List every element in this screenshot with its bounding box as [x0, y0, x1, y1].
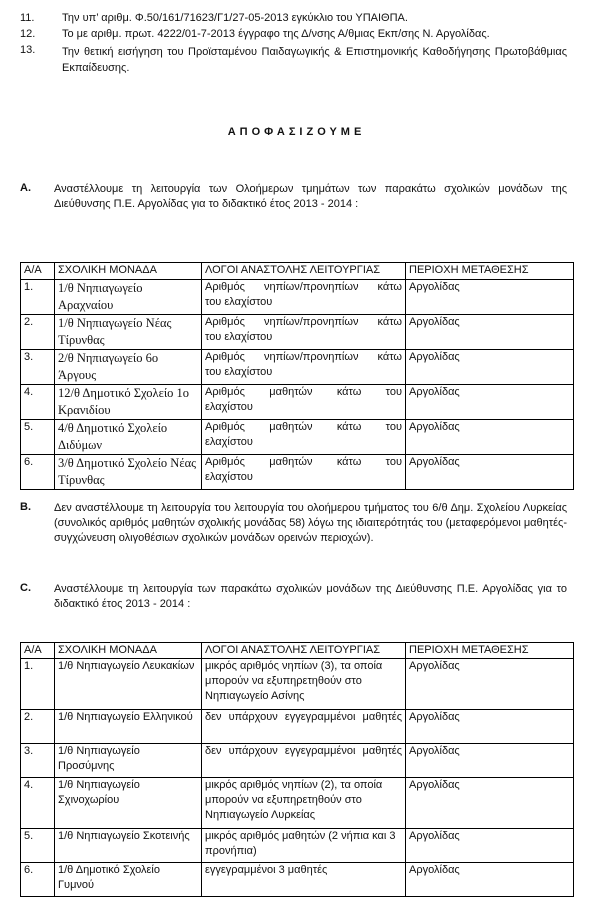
cell-reason — [202, 385, 406, 420]
cell-unit: 2/θ Νηπιαγωγείο 6ο Άργους — [55, 350, 202, 385]
cell-unit: 1/θ Νηπιαγωγείο Λευκακίων — [55, 659, 202, 710]
cell-aa: 2. — [21, 315, 55, 350]
cell-aa: 2. — [21, 710, 55, 744]
cell-reason: εγγεγραμμένοι 3 μαθητές — [202, 863, 406, 897]
section-c-text: Αναστέλλουμε τη λειτουργία των παρακάτω σχολικών μονάδων της Διεύθυνσης Π.Ε. Αργολίδας για το διδακτικό έτος 2013 - 2014 : — [54, 583, 567, 610]
cell-aa: 3. — [21, 744, 55, 778]
cell-reason — [202, 455, 406, 490]
cell-aa: 4. — [21, 385, 55, 420]
section-b-letter: B. — [20, 501, 31, 513]
cell-aa: 1. — [21, 659, 55, 710]
cell-reason — [202, 280, 406, 315]
cell-reason: δεν υπάρχουν εγγεγραμμένοι μαθητές — [202, 710, 406, 744]
reason-line-2: ελαχίστου — [205, 401, 253, 413]
cell-aa: 1. — [21, 280, 55, 315]
table-row — [21, 350, 574, 385]
section-a-text: Αναστέλλουμε τη λειτουργία των Ολοήμερων τμημάτων των παρακάτω σχολικών μονάδων της Διεύθυνσης Π.Ε. Αργολίδας για το διδακτικό έτος 2013 - 2014 : — [54, 183, 567, 210]
cell-reason — [202, 350, 406, 385]
reference-text: Το με αριθμ. πρωτ. 4222/01-7-2013 έγγραφο της Δ/νσης Α/θμιας Εκπ/σης Ν. Αργολίδας. — [62, 28, 490, 40]
cell-unit: 1/θ Νηπιαγωγείο Προσύμνης — [55, 744, 202, 778]
reason-line-2: ελαχίστου — [205, 436, 253, 448]
cell-unit: 1/θ Νηπιαγωγείο Νέας Τίρυνθας — [55, 315, 202, 350]
header-reason: ΛΟΓΟΙ ΑΝΑΣΤΟΛΗΣ ΛΕΙΤΟΥΡΓΙΑΣ — [202, 643, 406, 659]
cell-aa: 6. — [21, 455, 55, 490]
cell-area: Αργολίδας — [406, 744, 574, 778]
table-a — [20, 262, 574, 490]
cell-reason: μικρός αριθμός μαθητών (2 νήπια και 3 προνήπια) — [202, 829, 406, 863]
table-row — [21, 778, 574, 829]
cell-reason: μικρός αριθμός νηπίων (2), τα οποία μπορούν να εξυπηρετηθούν στο Νηπιαγωγείο Λυρκείας — [202, 778, 406, 829]
reference-number: 11. — [20, 12, 35, 24]
section-b-text: Δεν αναστέλλουμε τη λειτουργία του λειτουργία του ολοήμερου τμήματος του 6/θ Δημ. Σχολείου Λυρκείας (συνολικός αριθμός μαθητών σχολικής μονάδας 58) λόγω της ιδιαιτερότητάς του (μεταφερόμενοι μαθητές- συγχώνευση ολιγοθέσιων σχολικών μονάδων ορεινών περιοχών). — [54, 502, 567, 544]
header-area: ΠΕΡΙΟΧΗ ΜΕΤΑΘΕΣΗΣ — [406, 643, 574, 659]
reason-line-1: Αριθμός νηπίων/προνηπίων κάτω — [205, 316, 402, 328]
table-header-row — [21, 643, 574, 659]
cell-reason: δεν υπάρχουν εγγεγραμμένοι μαθητές — [202, 744, 406, 778]
cell-unit: 3/θ Δημοτικό Σχολείο Νέας Τίρυνθας — [55, 455, 202, 490]
header-unit: ΣΧΟΛΙΚΗ ΜΟΝΑΔΑ — [55, 643, 202, 659]
cell-area: Αργολίδας — [406, 778, 574, 829]
cell-unit: 1/θ Νηπιαγωγείο Σχινοχωρίου — [55, 778, 202, 829]
table-row — [21, 315, 574, 350]
table-row — [21, 280, 574, 315]
table-row — [21, 455, 574, 490]
table-row — [21, 829, 574, 863]
decision-heading: ΑΠΟΦΑΣΙΖΟΥΜΕ — [227, 126, 366, 138]
cell-unit: 1/θ Δημοτικό Σχολείο Γυμνού — [55, 863, 202, 897]
cell-unit: 12/θ Δημοτικό Σχολείο 1ο Κρανιδίου — [55, 385, 202, 420]
cell-area: Αργολίδας — [406, 385, 574, 420]
table-row — [21, 659, 574, 710]
reason-line-2: του ελαχίστου — [205, 296, 273, 308]
table-row — [21, 385, 574, 420]
cell-area: Αργολίδας — [406, 455, 574, 490]
reason-line-2: ελαχίστου — [205, 471, 253, 483]
cell-aa: 3. — [21, 350, 55, 385]
cell-reason — [202, 420, 406, 455]
table-row — [21, 744, 574, 778]
header-unit: ΣΧΟΛΙΚΗ ΜΟΝΑΔΑ — [55, 263, 202, 280]
cell-area: Αργολίδας — [406, 863, 574, 897]
table-row — [21, 863, 574, 897]
cell-unit: 4/θ Δημοτικό Σχολείο Διδύμων — [55, 420, 202, 455]
table-row — [21, 710, 574, 744]
reason-line-2: του ελαχίστου — [205, 331, 273, 343]
cell-reason: μικρός αριθμός νηπίων (3), τα οποία μπορούν να εξυπηρετηθούν στο Νηπιαγωγείο Ασίνης — [202, 659, 406, 710]
table-row — [21, 420, 574, 455]
reason-line-2: του ελαχίστου — [205, 366, 273, 378]
section-c-letter: C. — [20, 582, 31, 594]
cell-reason — [202, 315, 406, 350]
cell-area: Αργολίδας — [406, 315, 574, 350]
cell-area: Αργολίδας — [406, 280, 574, 315]
reason-line-1: Αριθμός νηπίων/προνηπίων κάτω — [205, 281, 402, 293]
reason-line-1: Αριθμός μαθητών κάτω του — [205, 456, 402, 468]
header-area: ΠΕΡΙΟΧΗ ΜΕΤΑΘΕΣΗΣ — [406, 263, 574, 280]
reason-line-1: Αριθμός μαθητών κάτω του — [205, 386, 402, 398]
cell-area: Αργολίδας — [406, 829, 574, 863]
reference-number: 13. — [20, 44, 36, 56]
reference-text: Την θετική εισήγηση του Προϊσταμένου Παιδαγωγικής & Επιστημονικής Καθοδήγησης Πρωτοβάθμιας Εκπαίδευσης. — [62, 46, 567, 74]
section-a-letter: A. — [20, 182, 31, 194]
header-aa: Α/Α — [21, 643, 55, 659]
cell-unit: 1/θ Νηπιαγωγείο Σκοτεινής — [55, 829, 202, 863]
cell-aa: 4. — [21, 778, 55, 829]
reason-line-1: Αριθμός νηπίων/προνηπίων κάτω — [205, 351, 402, 363]
table-header-row — [21, 263, 574, 280]
reason-line-1: Αριθμός μαθητών κάτω του — [205, 421, 402, 433]
cell-aa: 6. — [21, 863, 55, 897]
cell-unit: 1/θ Νηπιαγωγείο Αραχναίου — [55, 280, 202, 315]
cell-area: Αργολίδας — [406, 420, 574, 455]
cell-unit: 1/θ Νηπιαγωγείο Ελληνικού — [55, 710, 202, 744]
cell-area: Αργολίδας — [406, 710, 574, 744]
header-reason: ΛΟΓΟΙ ΑΝΑΣΤΟΛΗΣ ΛΕΙΤΟΥΡΓΙΑΣ — [202, 263, 406, 280]
cell-area: Αργολίδας — [406, 659, 574, 710]
reference-text: Την υπ’ αριθμ. Φ.50/161/71623/Γ1/27-05-2013 εγκύκλιο του ΥΠΑΙΘΠΑ. — [62, 12, 408, 24]
table-c — [20, 642, 574, 897]
reference-number: 12. — [20, 28, 36, 40]
cell-aa: 5. — [21, 420, 55, 455]
cell-aa: 5. — [21, 829, 55, 863]
header-aa: Α/Α — [21, 263, 55, 280]
cell-area: Αργολίδας — [406, 350, 574, 385]
